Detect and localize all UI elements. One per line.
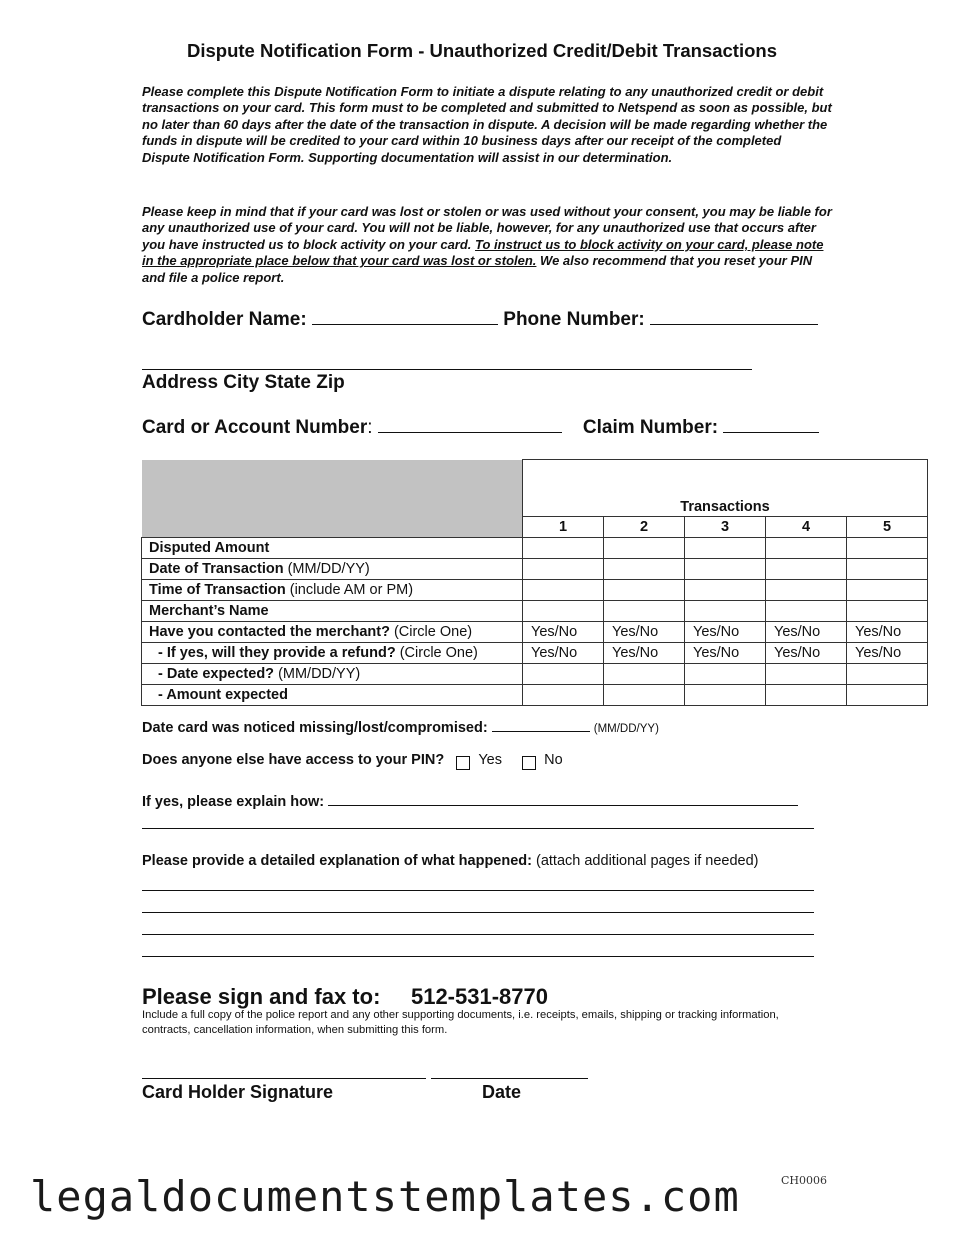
row-label — [142, 622, 523, 643]
row-label-note: (MM/DD/YY) — [283, 561, 370, 577]
table-cell[interactable]: Yes/No — [523, 643, 604, 664]
row-label — [142, 559, 523, 580]
table-header-row — [142, 460, 928, 517]
date-missing-format: (MM/DD/YY) — [593, 723, 659, 735]
table-cell[interactable] — [604, 685, 685, 706]
pin-yes-checkbox[interactable] — [456, 756, 470, 770]
row-label — [142, 643, 523, 664]
phone-number-field[interactable] — [650, 307, 818, 325]
form-title: Dispute Notification Form - Unauthorized Credit/Debit Transactions — [187, 40, 777, 61]
row-label — [142, 580, 523, 601]
table-cell[interactable]: Yes/No — [604, 622, 685, 643]
row-label-note: (include AM or PM) — [285, 582, 414, 598]
row-label-text: - Amount expected — [158, 687, 288, 703]
table-cell[interactable] — [685, 664, 766, 685]
table-corner-cell — [142, 460, 523, 538]
transactions-table — [141, 459, 928, 706]
transaction-column-1: 1 — [523, 517, 604, 538]
table-cell[interactable] — [685, 580, 766, 601]
row-label-note: (MM/DD/YY) — [274, 666, 361, 682]
row-label-note: (Circle One) — [389, 624, 473, 640]
table-cell[interactable] — [766, 601, 847, 622]
pin-no-label: No — [544, 752, 563, 768]
table-cell[interactable] — [685, 685, 766, 706]
table-row — [142, 664, 928, 685]
signature-label: Card Holder Signature — [142, 1082, 334, 1102]
transaction-column-4: 4 — [766, 517, 847, 538]
liability-paragraph — [142, 204, 832, 286]
row-label — [142, 601, 523, 622]
table-row — [142, 643, 928, 664]
liability-text-2: We also recommend that you reset your PIN and file a police report. — [142, 253, 813, 285]
claim-number-label: Claim Number: — [582, 417, 719, 438]
table-cell[interactable]: Yes/No — [766, 643, 847, 664]
date-missing-label: Date card was noticed missing/lost/compromised: — [142, 720, 488, 736]
table-cell[interactable] — [847, 538, 928, 559]
pin-access-row — [142, 752, 563, 768]
table-cell[interactable] — [604, 580, 685, 601]
table-cell[interactable] — [847, 685, 928, 706]
table-cell[interactable]: Yes/No — [523, 622, 604, 643]
table-cell[interactable] — [685, 601, 766, 622]
table-cell[interactable] — [523, 538, 604, 559]
explain-how-label: If yes, please explain how: — [142, 794, 325, 810]
table-row — [142, 559, 928, 580]
transaction-column-5: 5 — [847, 517, 928, 538]
table-cell[interactable] — [685, 559, 766, 580]
table-cell[interactable] — [766, 538, 847, 559]
transaction-column-3: 3 — [685, 517, 766, 538]
address-field[interactable] — [142, 369, 752, 370]
row-label-text: Time of Transaction — [149, 582, 286, 598]
table-cell[interactable]: Yes/No — [685, 643, 766, 664]
table-cell[interactable]: Yes/No — [847, 622, 928, 643]
row-label-text: Merchant’s Name — [149, 603, 269, 619]
table-cell[interactable] — [847, 601, 928, 622]
card-number-label: Card or Account Number — [142, 417, 368, 438]
row-label — [142, 685, 523, 706]
fax-label: Please sign and fax to: — [142, 984, 381, 1009]
detailed-explanation-note: (attach additional pages if needed) — [531, 853, 759, 869]
detailed-explanation-label: Please provide a detailed explanation of what happened: — [142, 853, 532, 869]
liability-text-1: Please keep in mind that if your card was lost or stolen or was used without your consent, you may be liable for any unauthorized use of your card. You will not be liable, however, for any unauthorized use that occurs after you have instructed us to block activity on your card. — [142, 204, 832, 252]
pin-yes-label: Yes — [478, 752, 502, 768]
table-cell[interactable] — [766, 664, 847, 685]
signature-date-field[interactable] — [431, 1078, 588, 1079]
intro-paragraph: Please complete this Dispute Notification Form to initiate a dispute relating to any unauthorized credit or debit transactions on your card. This form must to be completed and submitted to Netspend as soon as possible, but no later than 60 days after the date of the transaction in dispute. A decision will be made regarding whether the funds in dispute will be credited to your card within 10 business days after our receipt of the completed Dispute Notification Form. Supporting documentation will assist in our determination. — [142, 84, 832, 165]
table-cell[interactable] — [523, 601, 604, 622]
table-row — [142, 622, 928, 643]
row-label-note: (Circle One) — [395, 645, 478, 661]
card-number-field[interactable] — [378, 415, 562, 433]
transactions-header: Transactions — [523, 460, 928, 517]
row-label-text: Disputed Amount — [149, 540, 270, 556]
phone-number-label: Phone Number: — [503, 309, 645, 330]
pin-access-label: Does anyone else have access to your PIN? — [142, 752, 445, 768]
signature-date-label: Date — [482, 1082, 522, 1102]
table-row — [142, 601, 928, 622]
table-cell[interactable]: Yes/No — [766, 622, 847, 643]
explanation-line-4[interactable] — [142, 956, 814, 957]
table-cell[interactable] — [604, 559, 685, 580]
fax-instructions: Include a full copy of the police report and any other supporting documents, i.e. receipts, emails, shipping or tracking information, contracts, cancellation information, when submitting this form. — [142, 1009, 779, 1036]
table-cell[interactable]: Yes/No — [685, 622, 766, 643]
explain-how-field[interactable] — [328, 792, 798, 806]
table-cell[interactable]: Yes/No — [604, 643, 685, 664]
table-cell[interactable] — [685, 538, 766, 559]
card-number-colon: : — [367, 417, 373, 438]
table-cell[interactable] — [604, 601, 685, 622]
table-cell[interactable] — [847, 664, 928, 685]
explanation-line-1[interactable] — [142, 890, 814, 891]
row-label-text: - Date expected? — [158, 666, 275, 682]
cardholder-name-field[interactable] — [312, 307, 498, 325]
watermark: legaldocumentstemplates.com — [30, 1172, 740, 1221]
date-missing-field[interactable] — [492, 718, 590, 732]
liability-underlined-text: To instruct us to block activity on your card, please note in the appropriate place below that your card was lost or stolen. — [142, 236, 824, 269]
table-cell[interactable] — [766, 559, 847, 580]
cardholder-name-label: Cardholder Name: — [142, 309, 307, 330]
table-cell[interactable]: Yes/No — [847, 643, 928, 664]
table-row — [142, 685, 928, 706]
table-cell[interactable] — [847, 559, 928, 580]
table-cell[interactable] — [604, 538, 685, 559]
cardholder-name-row — [142, 307, 818, 331]
explain-how-line-2[interactable] — [142, 828, 814, 829]
pin-no-checkbox[interactable] — [522, 756, 536, 770]
card-number-row — [142, 415, 819, 439]
form-code: CH0006 — [781, 1174, 828, 1187]
row-label-text: - If yes, will they provide a refund? — [158, 645, 396, 661]
table-cell[interactable] — [847, 580, 928, 601]
fax-row — [142, 984, 548, 1010]
row-label — [142, 538, 523, 559]
explain-how-row — [142, 792, 798, 810]
row-label — [142, 664, 523, 685]
table-cell[interactable] — [766, 685, 847, 706]
explanation-line-3[interactable] — [142, 934, 814, 935]
claim-number-field[interactable] — [723, 415, 819, 433]
detailed-explanation-row — [142, 853, 759, 869]
table-cell[interactable] — [523, 664, 604, 685]
table-row — [142, 580, 928, 601]
explanation-line-2[interactable] — [142, 912, 814, 913]
signature-field[interactable] — [142, 1078, 426, 1079]
table-cell[interactable] — [766, 580, 847, 601]
table-cell[interactable] — [604, 664, 685, 685]
table-cell[interactable] — [523, 559, 604, 580]
date-missing-row — [142, 718, 659, 736]
row-label-text: Date of Transaction — [149, 561, 284, 577]
table-cell[interactable] — [523, 580, 604, 601]
address-label: Address City State Zip — [142, 372, 345, 393]
table-cell[interactable] — [523, 685, 604, 706]
row-label-text: Have you contacted the merchant? — [149, 624, 390, 640]
table-row — [142, 538, 928, 559]
fax-number: 512-531-8770 — [410, 984, 548, 1009]
transaction-column-2: 2 — [604, 517, 685, 538]
